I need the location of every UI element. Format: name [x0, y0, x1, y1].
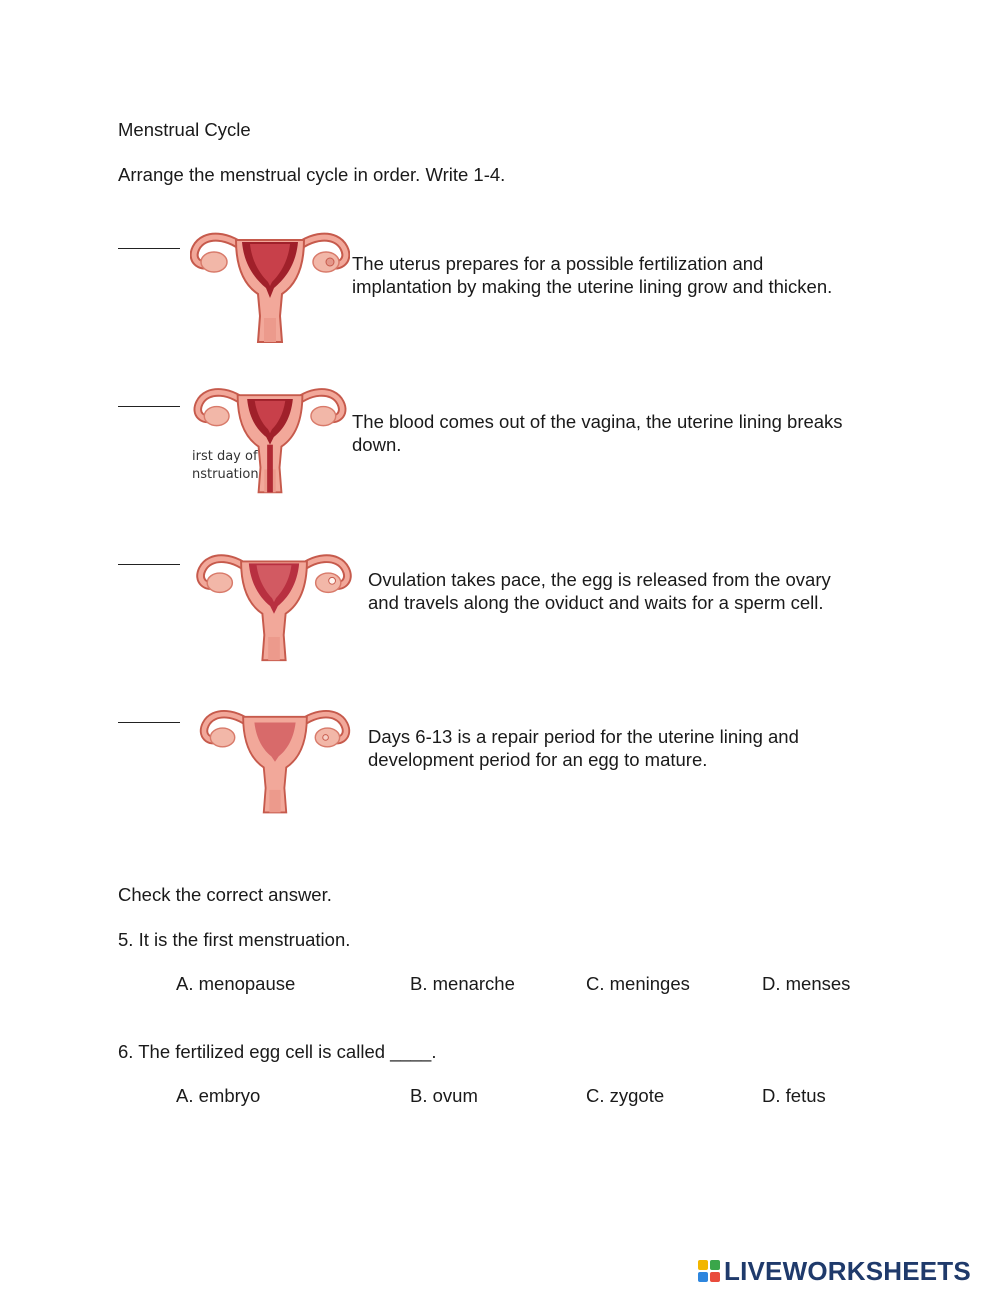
q6-choice-a[interactable]: A. embryo [176, 1085, 261, 1106]
order-desc-3-line2: and travels along the oviduct and waits for a sperm cell. [368, 592, 824, 613]
logo-mark-icon [698, 1260, 720, 1282]
ordering-instruction: Arrange the menstrual cycle in order. Write 1-4. [118, 164, 506, 185]
uterus-diagram-thickening [190, 222, 350, 348]
order-desc-2-line1: The blood comes out of the vagina, the uterine lining breaks [352, 411, 843, 432]
order-blank-1[interactable] [118, 248, 180, 249]
q5-choice-b[interactable]: B. menarche [410, 973, 515, 994]
question-5-prompt: 5. It is the first menstruation. [118, 929, 351, 950]
q5-choice-c[interactable]: C. meninges [586, 973, 690, 994]
q5-choice-a[interactable]: A. menopause [176, 973, 296, 994]
q6-choice-c[interactable]: C. zygote [586, 1085, 665, 1106]
liveworksheets-logo [698, 1256, 971, 1286]
order-desc-4-line1: Days 6-13 is a repair period for the uterine lining and [368, 726, 799, 747]
order-desc-1-line1: The uterus prepares for a possible fertilization and [352, 253, 764, 274]
q6-choice-b[interactable]: B. ovum [410, 1085, 478, 1106]
image-caption-line2: nstruation [192, 467, 259, 482]
q5-choice-d[interactable]: D. menses [762, 973, 851, 994]
uterus-diagram-ovulation [196, 544, 352, 666]
image-caption-line1: irst day of [192, 449, 258, 464]
order-blank-2[interactable] [118, 406, 180, 407]
order-desc-3-line1: Ovulation takes pace, the egg is released from the ovary [368, 569, 831, 590]
logo-text: LIVEWORKSHEETS [724, 1255, 971, 1286]
order-blank-4[interactable] [118, 722, 180, 723]
question-6-prompt: 6. The fertilized egg cell is called ____. [118, 1041, 437, 1062]
order-desc-4-line2: development period for an egg to mature. [368, 749, 708, 770]
order-blank-3[interactable] [118, 564, 180, 565]
q6-choice-d[interactable]: D. fetus [762, 1085, 826, 1106]
order-desc-2-line2: down. [352, 434, 402, 455]
order-desc-1-line2: implantation by making the uterine lining grow and thicken. [352, 276, 833, 297]
uterus-diagram-repair [198, 700, 352, 818]
worksheet-title: Menstrual Cycle [118, 119, 251, 140]
quiz-heading: Check the correct answer. [118, 884, 332, 905]
